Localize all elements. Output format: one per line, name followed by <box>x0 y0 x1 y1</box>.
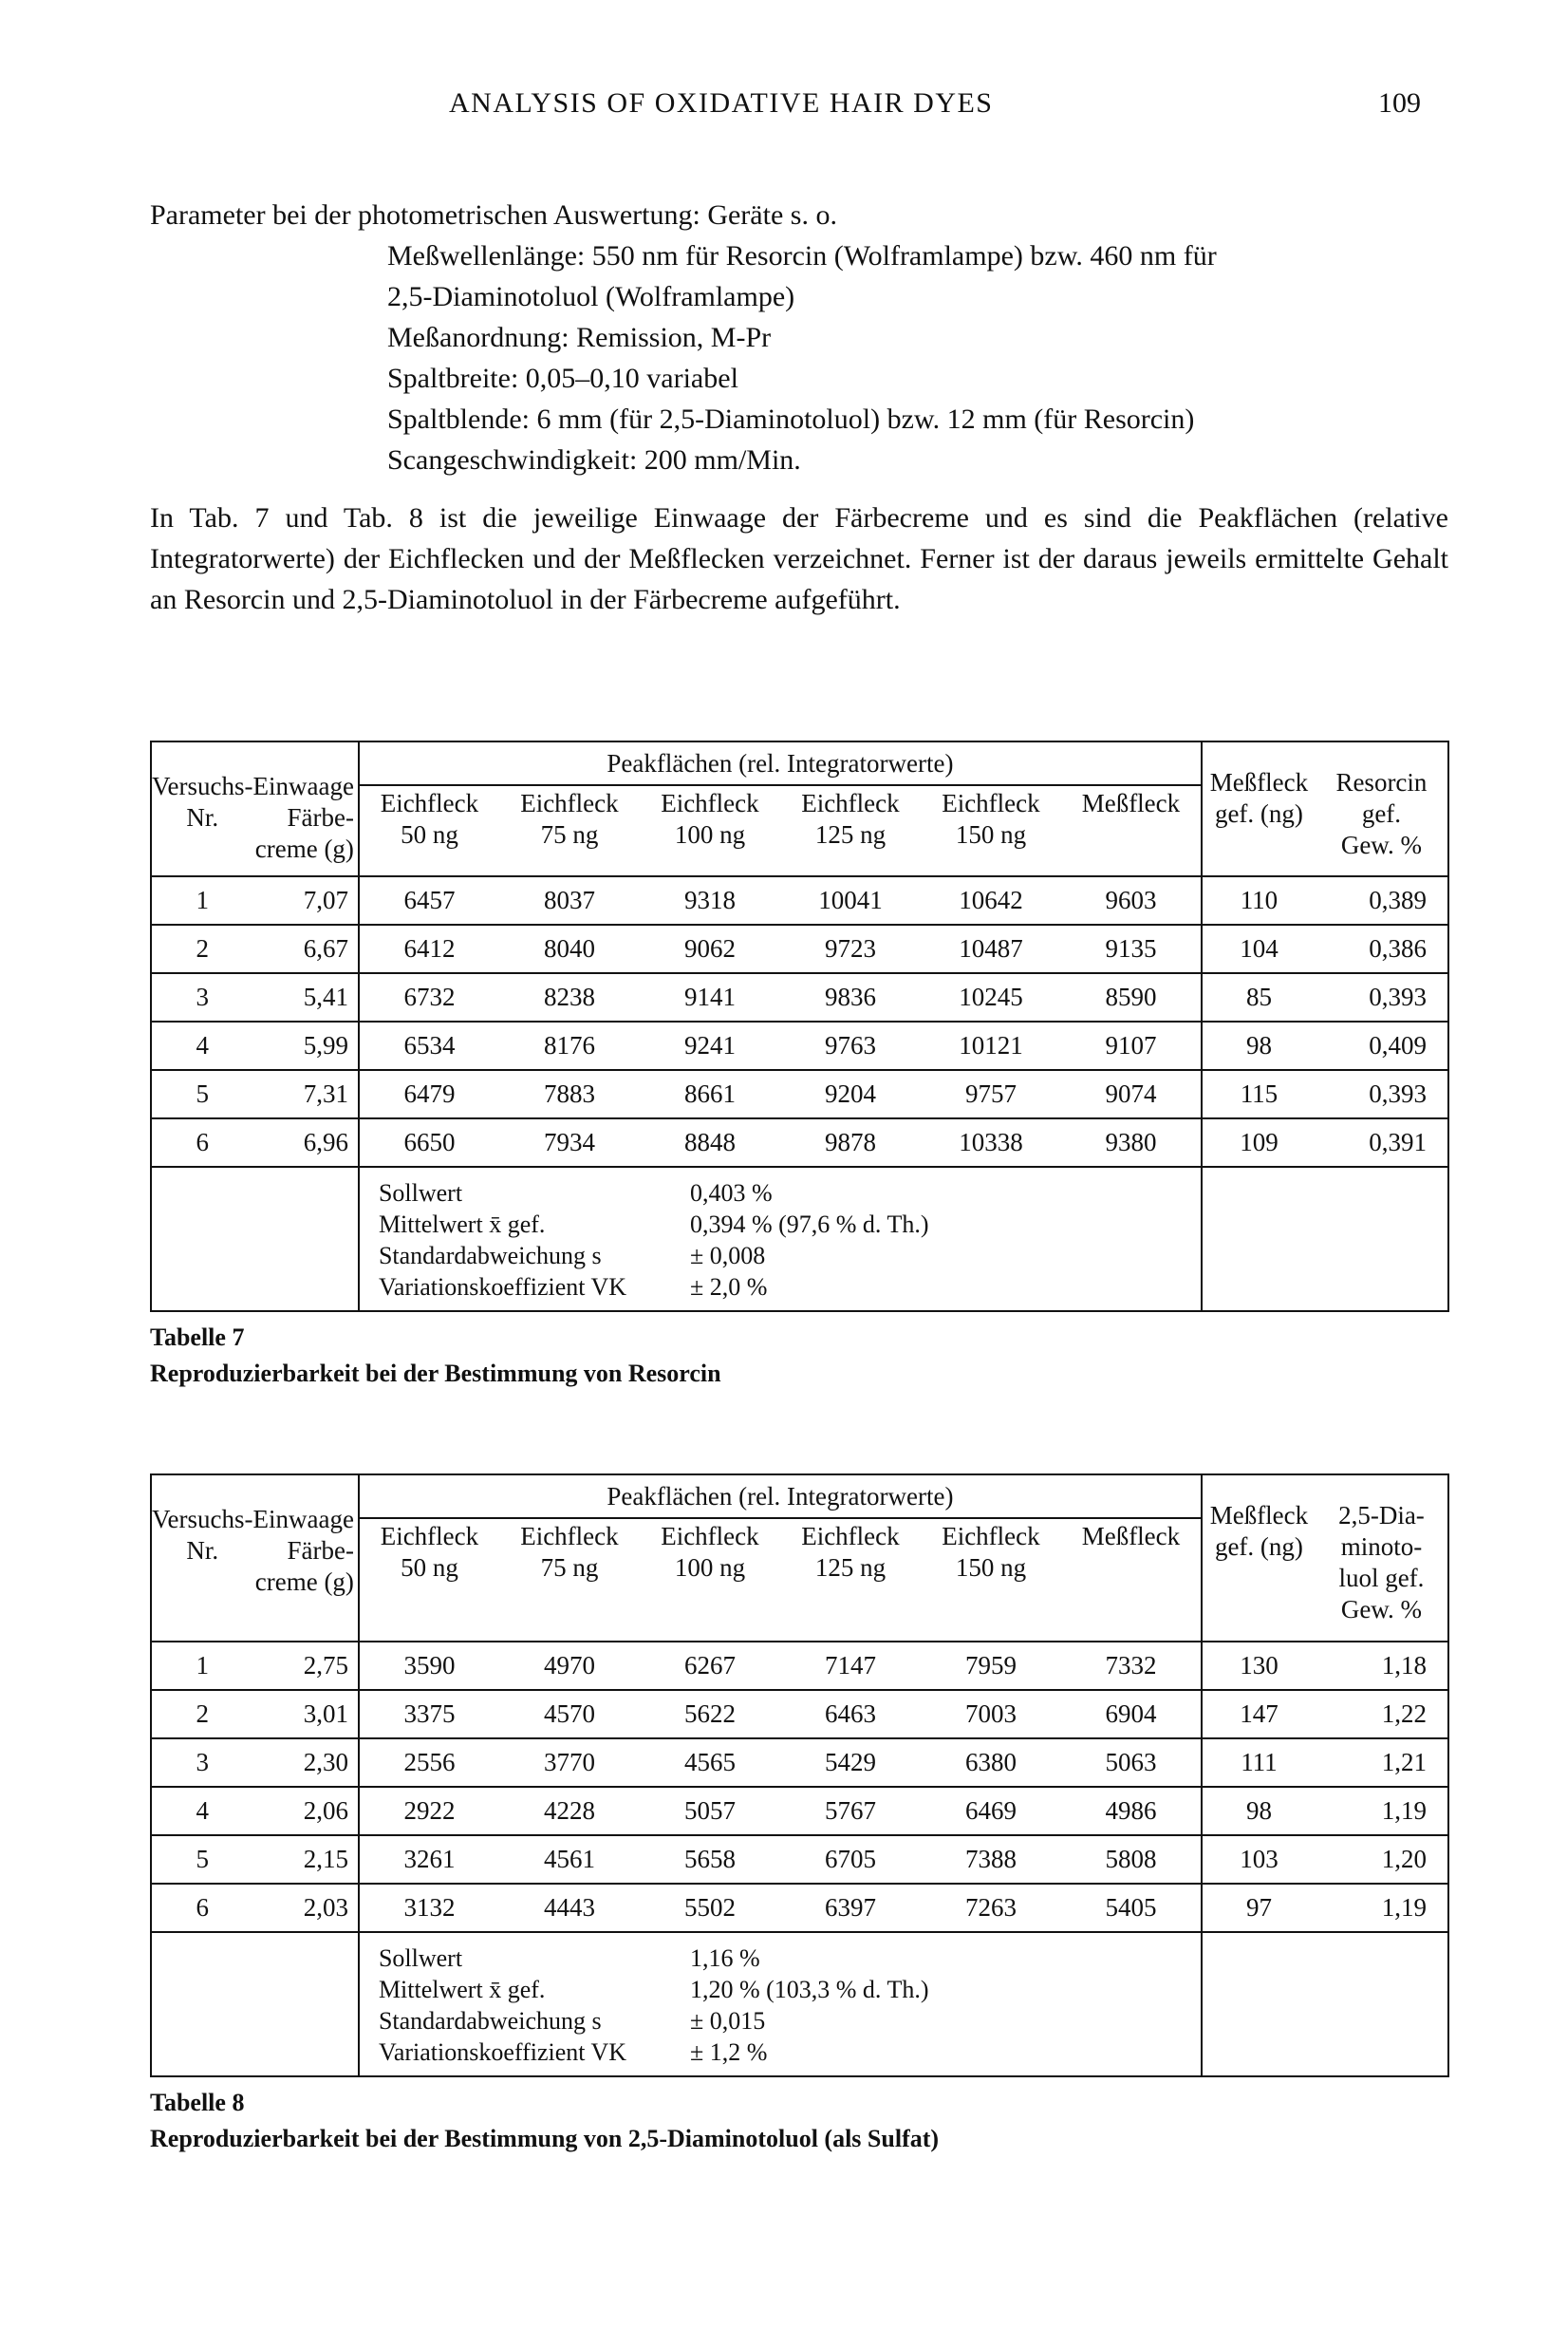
table-cell: 5 <box>151 1070 252 1118</box>
header-line: minoto- <box>1340 1532 1423 1561</box>
table-cell: 6705 <box>780 1835 921 1884</box>
table-cell: 9141 <box>640 973 780 1022</box>
table-cell: 9318 <box>640 876 780 925</box>
header-line: Gew. % <box>1340 831 1423 859</box>
stats-empty-right <box>1202 1167 1448 1311</box>
header-line: 50 ng <box>401 820 458 849</box>
table-cell: 97 <box>1202 1884 1316 1932</box>
table-cell: 8238 <box>499 973 640 1022</box>
table-cell: 8176 <box>499 1022 640 1070</box>
table-cell: 110 <box>1202 876 1316 925</box>
table-cell: 6904 <box>1061 1690 1202 1738</box>
header-col-1 <box>359 1518 499 1642</box>
table-cell: 7883 <box>499 1070 640 1118</box>
header-line: gef. <box>1361 799 1402 828</box>
caption-label: Tabelle 8 <box>150 2089 245 2116</box>
table-cell: 6469 <box>921 1787 1061 1835</box>
header-line: Meßfleck <box>1081 1522 1181 1550</box>
stats-label: Standardabweichung s <box>378 2007 602 2035</box>
stats-label: Sollwert <box>378 1179 463 1207</box>
table-row <box>151 1787 1448 1835</box>
table-cell: 6267 <box>640 1642 780 1690</box>
stats-empty-right <box>1202 1932 1448 2076</box>
table-cell: 0,389 <box>1316 876 1448 925</box>
stats-label: Variationskoeffizient VK <box>378 2038 627 2066</box>
stats-row <box>151 1167 1448 1311</box>
header-line: Versuchs- <box>152 1505 253 1533</box>
stats-value: 0,394 % (97,6 % d. Th.) <box>689 1211 929 1238</box>
stats-value: 1,20 % (103,3 % d. Th.) <box>689 1976 929 2003</box>
stats-value: ± 0,015 <box>689 2007 766 2035</box>
table-cell: 6479 <box>359 1070 499 1118</box>
parameter-line: Spaltbreite: 0,05–0,10 variabel <box>387 363 738 394</box>
table-cell: 6457 <box>359 876 499 925</box>
table-cell: 8590 <box>1061 973 1202 1022</box>
table-cell: 5502 <box>640 1884 780 1932</box>
header-line: Eichfleck <box>661 789 759 817</box>
header-row <box>151 741 1448 785</box>
header-line: 2,5-Dia- <box>1338 1501 1425 1530</box>
parameter-line: Meßanordnung: Remission, M-Pr <box>387 322 772 353</box>
table-cell: 111 <box>1202 1738 1316 1787</box>
stats-value: ± 0,008 <box>689 1242 766 1269</box>
parameter-line: 2,5-Diaminotoluol (Wolframlampe) <box>387 281 795 312</box>
table-cell: 6463 <box>780 1690 921 1738</box>
table-cell: 6412 <box>359 925 499 973</box>
table-cell: 7003 <box>921 1690 1061 1738</box>
table-cell: 8661 <box>640 1070 780 1118</box>
header-line: Einwaage <box>252 772 354 800</box>
intro-paragraph: In Tab. 7 und Tab. 8 ist die jeweilige Einwaage der Färbecreme und es sind die Peakflächen (relative Integratorwerte) der Eichflecken und der Meßflecken verzeichnet. Ferner ist der daraus jeweils ermittelte Gehalt an Resorcin und 2,5-Diaminotoluol in der Färbecreme aufgeführt. <box>150 502 1448 615</box>
header-versuchs-nr <box>151 741 252 876</box>
table-cell: 0,391 <box>1316 1118 1448 1167</box>
table-cell: 1,20 <box>1316 1835 1448 1884</box>
header-line: Färbe- <box>287 1536 354 1565</box>
table-cell: 6397 <box>780 1884 921 1932</box>
header-line: 75 ng <box>540 820 599 849</box>
header-line: creme (g) <box>254 1567 354 1596</box>
table-cell: 4443 <box>499 1884 640 1932</box>
parameter-line: Meßwellenlänge: 550 nm für Resorcin (Wolframlampe) bzw. 460 nm für <box>387 240 1217 272</box>
header-line: Eichfleck <box>520 1522 619 1550</box>
header-messfleck-gef <box>1202 741 1316 876</box>
table-row <box>151 1835 1448 1884</box>
parameter-line: Spaltblende: 6 mm (für 2,5-Diaminotoluol) bzw. 12 mm (für Resorcin) <box>387 404 1195 435</box>
table-cell: 2,15 <box>252 1835 358 1884</box>
table-cell: 9107 <box>1061 1022 1202 1070</box>
table-cell: 7934 <box>499 1118 640 1167</box>
table-cell: 2,06 <box>252 1787 358 1835</box>
stats-empty-left <box>151 1932 359 2076</box>
stats-line <box>360 1271 1201 1303</box>
header-result <box>1316 741 1448 876</box>
header-line: 50 ng <box>401 1553 458 1582</box>
stats-line <box>360 1974 1201 2005</box>
stats-line <box>360 1177 1201 1209</box>
table-cell: 4986 <box>1061 1787 1202 1835</box>
table-cell: 10245 <box>921 973 1061 1022</box>
table-cell: 1,19 <box>1316 1884 1448 1932</box>
table-cell: 4 <box>151 1022 252 1070</box>
table-cell: 9074 <box>1061 1070 1202 1118</box>
header-line: Eichfleck <box>801 1522 900 1550</box>
table-cell: 9836 <box>780 973 921 1022</box>
table-cell: 115 <box>1202 1070 1316 1118</box>
header-line: Nr. <box>186 1536 219 1565</box>
table-cell: 5405 <box>1061 1884 1202 1932</box>
table-cell: 5,41 <box>252 973 358 1022</box>
table-cell: 2,30 <box>252 1738 358 1787</box>
table-row <box>151 876 1448 925</box>
table-cell: 7332 <box>1061 1642 1202 1690</box>
table-cell: 1,18 <box>1316 1642 1448 1690</box>
table-cell: 2556 <box>359 1738 499 1787</box>
table-cell: 5808 <box>1061 1835 1202 1884</box>
table-cell: 5 <box>151 1835 252 1884</box>
stats-label: Variationskoeffizient VK <box>378 1273 627 1301</box>
running-title: ANALYSIS OF OXIDATIVE HAIR DYES <box>449 87 994 119</box>
header-line: 150 ng <box>955 1553 1027 1582</box>
header-einwaage <box>252 741 358 876</box>
table-row <box>151 1690 1448 1738</box>
stats-label: Mittelwert x̄ gef. <box>378 1976 546 2003</box>
table-cell: 8037 <box>499 876 640 925</box>
table-row <box>151 1738 1448 1787</box>
table-cell: 4970 <box>499 1642 640 1690</box>
header-line: gef. (ng) <box>1214 799 1303 828</box>
parameter-block <box>150 195 1450 480</box>
header-line: Meßfleck <box>1209 768 1309 797</box>
table-cell: 9062 <box>640 925 780 973</box>
table-cell: 147 <box>1202 1690 1316 1738</box>
header-line: gef. (ng) <box>1214 1532 1303 1561</box>
stats-cell <box>359 1167 1202 1311</box>
table-cell: 2,75 <box>252 1642 358 1690</box>
table-cell: 4561 <box>499 1835 640 1884</box>
table-cell: 3,01 <box>252 1690 358 1738</box>
table-cell: 3132 <box>359 1884 499 1932</box>
header-col-1 <box>359 785 499 876</box>
header-line: Eichfleck <box>520 789 619 817</box>
table-cell: 7388 <box>921 1835 1061 1884</box>
table-cell: 1,19 <box>1316 1787 1448 1835</box>
stats-line <box>360 1209 1201 1240</box>
table-cell: 1 <box>151 1642 252 1690</box>
table-cell: 6380 <box>921 1738 1061 1787</box>
table-cell: 3 <box>151 973 252 1022</box>
table-cell: 5057 <box>640 1787 780 1835</box>
header-col-5 <box>921 1518 1061 1642</box>
table-cell: 8848 <box>640 1118 780 1167</box>
page-number: 109 <box>1378 87 1421 119</box>
stats-value: 1,16 % <box>689 1944 760 1972</box>
running-head <box>0 87 1568 125</box>
table-cell: 1,21 <box>1316 1738 1448 1787</box>
table-row <box>151 973 1448 1022</box>
table-cell: 5767 <box>780 1787 921 1835</box>
table-row <box>151 1884 1448 1932</box>
table-cell: 10338 <box>921 1118 1061 1167</box>
parameter-line: Scangeschwindigkeit: 200 mm/Min. <box>387 444 801 476</box>
table-cell: 3 <box>151 1738 252 1787</box>
table-cell: 9204 <box>780 1070 921 1118</box>
table-cell: 6534 <box>359 1022 499 1070</box>
table-cell: 130 <box>1202 1642 1316 1690</box>
table-cell: 2922 <box>359 1787 499 1835</box>
table-cell: 10642 <box>921 876 1061 925</box>
header-line: 100 ng <box>674 1553 746 1582</box>
stats-row <box>151 1932 1448 2076</box>
stats-line <box>360 1942 1201 1974</box>
header-col-3 <box>640 1518 780 1642</box>
stats-line <box>360 1240 1201 1271</box>
table-cell: 9723 <box>780 925 921 973</box>
header-col-2 <box>499 1518 640 1642</box>
table-cell: 0,386 <box>1316 925 1448 973</box>
header-col-6 <box>1061 1518 1202 1642</box>
table-cell: 85 <box>1202 973 1316 1022</box>
stats-value: 0,403 % <box>689 1179 773 1207</box>
header-line: 100 ng <box>674 820 746 849</box>
table-cell: 3375 <box>359 1690 499 1738</box>
table-cell: 5063 <box>1061 1738 1202 1787</box>
header-line: Meßfleck <box>1081 789 1181 817</box>
table-cell: 9878 <box>780 1118 921 1167</box>
table-cell: 0,393 <box>1316 973 1448 1022</box>
table-cell: 4565 <box>640 1738 780 1787</box>
table-cell: 5658 <box>640 1835 780 1884</box>
header-line: luol gef. <box>1338 1564 1425 1592</box>
header-line: Eichfleck <box>661 1522 759 1550</box>
table-cell: 8040 <box>499 925 640 973</box>
table-cell: 98 <box>1202 1022 1316 1070</box>
table-cell: 4 <box>151 1787 252 1835</box>
header-line: Eichfleck <box>942 789 1040 817</box>
header-peakflaechen-group: Peakflächen (rel. Integratorwerte) <box>359 1474 1202 1518</box>
table-cell: 3770 <box>499 1738 640 1787</box>
table-cell: 109 <box>1202 1118 1316 1167</box>
stats-value: ± 2,0 % <box>689 1273 768 1301</box>
stats-cell <box>359 1932 1202 2076</box>
caption-title: Reproduzierbarkeit bei der Bestimmung von Resorcin <box>150 1360 721 1387</box>
table-cell: 9757 <box>921 1070 1061 1118</box>
table-cell: 10487 <box>921 925 1061 973</box>
header-col-3 <box>640 785 780 876</box>
table-cell: 2 <box>151 1690 252 1738</box>
table-cell: 10041 <box>780 876 921 925</box>
table-cell: 2 <box>151 925 252 973</box>
table-cell: 104 <box>1202 925 1316 973</box>
stats-label: Standardabweichung s <box>378 1242 602 1269</box>
header-line: Einwaage <box>252 1505 354 1533</box>
header-peakflaechen-group: Peakflächen (rel. Integratorwerte) <box>359 741 1202 785</box>
table-cell: 0,393 <box>1316 1070 1448 1118</box>
table-cell: 6 <box>151 1118 252 1167</box>
table-cell: 6,67 <box>252 925 358 973</box>
header-einwaage <box>252 1474 358 1642</box>
table-cell: 3261 <box>359 1835 499 1884</box>
header-line: Nr. <box>186 803 219 832</box>
header-line: 125 ng <box>814 820 887 849</box>
header-col-4 <box>780 785 921 876</box>
table-row <box>151 1022 1448 1070</box>
table-cell: 7,07 <box>252 876 358 925</box>
stats-label: Mittelwert x̄ gef. <box>378 1211 546 1238</box>
table-cell: 5622 <box>640 1690 780 1738</box>
header-line: 75 ng <box>540 1553 599 1582</box>
table-cell: 7263 <box>921 1884 1061 1932</box>
header-line: 150 ng <box>955 820 1027 849</box>
header-col-4 <box>780 1518 921 1642</box>
table-cell: 6 <box>151 1884 252 1932</box>
table-cell: 103 <box>1202 1835 1316 1884</box>
table-cell: 2,03 <box>252 1884 358 1932</box>
table-row <box>151 925 1448 973</box>
table-cell: 9241 <box>640 1022 780 1070</box>
stats-empty-left <box>151 1167 359 1311</box>
header-col-6 <box>1061 785 1202 876</box>
table-cell: 5429 <box>780 1738 921 1787</box>
table-cell: 9135 <box>1061 925 1202 973</box>
table-cell: 9380 <box>1061 1118 1202 1167</box>
header-line: Eichfleck <box>801 789 900 817</box>
table-row <box>151 1070 1448 1118</box>
table-cell: 5,99 <box>252 1022 358 1070</box>
header-line: Eichfleck <box>942 1522 1040 1550</box>
table-cell: 7147 <box>780 1642 921 1690</box>
table-cell: 10121 <box>921 1022 1061 1070</box>
header-line: Färbe- <box>287 803 354 832</box>
header-result <box>1316 1474 1448 1642</box>
table-cell: 9603 <box>1061 876 1202 925</box>
table-cell: 0,409 <box>1316 1022 1448 1070</box>
table-cell: 6732 <box>359 973 499 1022</box>
table-cell: 98 <box>1202 1787 1316 1835</box>
table-cell: 7,31 <box>252 1070 358 1118</box>
table-row <box>151 1118 1448 1167</box>
stats-label: Sollwert <box>378 1944 463 1972</box>
caption-title: Reproduzierbarkeit bei der Bestimmung von 2,5-Diaminotoluol (als Sulfat) <box>150 2125 940 2152</box>
parameter-lead: Parameter bei der photometrischen Auswertung: Geräte s. o. <box>150 199 837 231</box>
table-cell: 6650 <box>359 1118 499 1167</box>
header-versuchs-nr <box>151 1474 252 1642</box>
header-line: creme (g) <box>254 835 354 863</box>
header-line: Gew. % <box>1340 1595 1423 1623</box>
table-cell: 7959 <box>921 1642 1061 1690</box>
header-line: 125 ng <box>814 1553 887 1582</box>
table-cell: 9763 <box>780 1022 921 1070</box>
header-line: Eichfleck <box>380 1522 479 1550</box>
header-row <box>151 1474 1448 1518</box>
table-7 <box>150 741 1449 1312</box>
stats-line <box>360 2005 1201 2036</box>
table-8 <box>150 1473 1449 2077</box>
stats-value: ± 1,2 % <box>689 2038 768 2066</box>
header-line: Eichfleck <box>380 789 479 817</box>
header-line: Meßfleck <box>1209 1501 1309 1530</box>
header-line: Resorcin <box>1335 768 1428 797</box>
table-7-caption <box>150 1320 721 1392</box>
header-col-2 <box>499 785 640 876</box>
table-cell: 1 <box>151 876 252 925</box>
table-cell: 4228 <box>499 1787 640 1835</box>
table-cell: 4570 <box>499 1690 640 1738</box>
table-cell: 3590 <box>359 1642 499 1690</box>
table-cell: 1,22 <box>1316 1690 1448 1738</box>
header-col-5 <box>921 785 1061 876</box>
table-cell: 6,96 <box>252 1118 358 1167</box>
header-line: Versuchs- <box>152 772 253 800</box>
caption-label: Tabelle 7 <box>150 1323 245 1351</box>
header-messfleck-gef <box>1202 1474 1316 1642</box>
table-row <box>151 1642 1448 1690</box>
stats-line <box>360 2036 1201 2068</box>
table-8-caption <box>150 2085 939 2157</box>
